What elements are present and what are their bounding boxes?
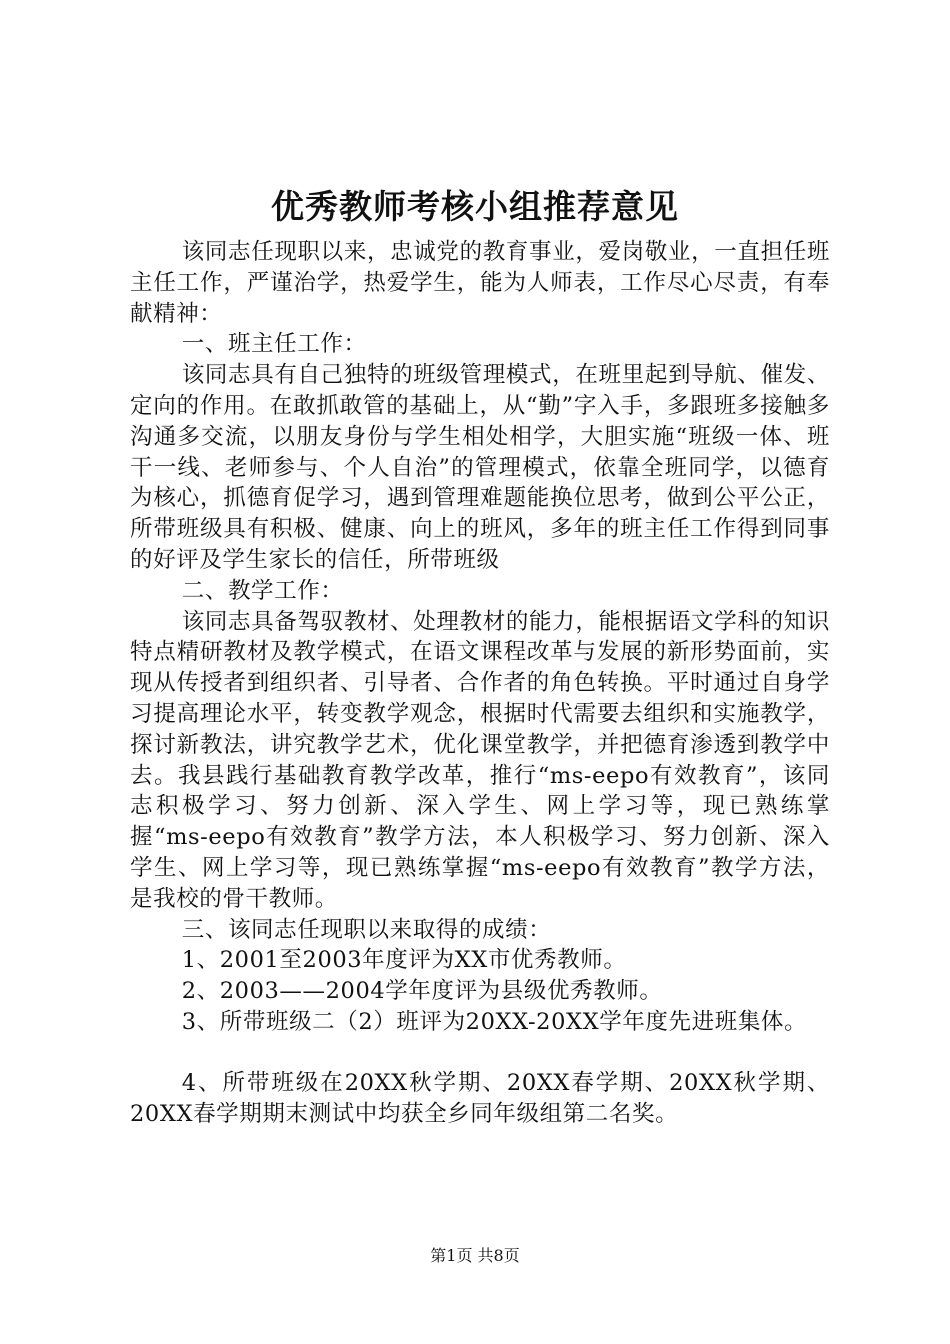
achievement-item: 1、2001至2003年度评为XX市优秀教师。 <box>181 947 627 974</box>
document-body <box>130 237 830 1129</box>
achievement-item: 2、2003——2004学年度评为县级优秀教师。 <box>181 978 663 1005</box>
section-heading-class-teacher: 一、班主任工作： <box>181 331 367 358</box>
achievement-item: 3、所带班级二（2）班评为20XX-20XX学年度先进班集体。 <box>181 1008 808 1035</box>
section-heading-teaching: 二、教学工作： <box>181 577 344 604</box>
document-title: 优秀教师考核小组推荐意见 <box>271 187 679 226</box>
paragraph-teaching: 该同志具备驾驭教材、处理教材的能力，能根据语文学科的知识特点精研教材及教学模式，在语文课程改革与发展的新形势面前，实现从传授者到组织者、引导者、合作者的角色转换。平时通过自身学习提高理论水平，转变教学观念，根据时代需要去组织和实施教学，探讨新教法，讲究教学艺术，优化课堂教学，并把德育渗透到教学中去。我县践行基础教育教学改革，推行“ms-eepo有效教育”，该同志积极学习、努力创新、深入学生、网上学习等，现已熟练掌握“ms-eepo有效教育”教学方法，本人积极学习、努力创新、深入学生、网上学习等，现已熟练掌握“ms-eepo有效教育”教学方法，是我校的骨干教师。 <box>130 608 830 912</box>
page-footer: 第1页 共8页 <box>430 1246 520 1265</box>
paragraph-intro: 该同志任现职以来，忠诚党的教育事业，爱岗敬业，一直担任班主任工作，严谨治学，热爱学生，能为人师表，工作尽心尽责，有奉献精神： <box>130 239 830 327</box>
section-heading-achievements: 三、该同志任现职以来取得的成绩： <box>181 916 552 943</box>
paragraph-class-teacher: 该同志具有自己独特的班级管理模式，在班里起到导航、催发、定向的作用。在敢抓敢管的基础上，从“勤”字入手，多跟班多接触多沟通多交流，以朋友身份与学生相处相学，大胆实施“班级一体、班干一线、老师参与、个人自治”的管理模式，依靠全班同学，以德育为核心，抓德育促学习，遇到管理难题能换位思考，做到公平公正，所带班级具有积极、健康、向上的班风，多年的班主任工作得到同事的好评及学生家长的信任，所带班级 <box>130 362 830 573</box>
achievement-item: 4、所带班级在20XX秋学期、20XX春学期、20XX秋学期、20XX春学期期末测试中均获全乡同年级组第二名奖。 <box>130 1069 830 1127</box>
